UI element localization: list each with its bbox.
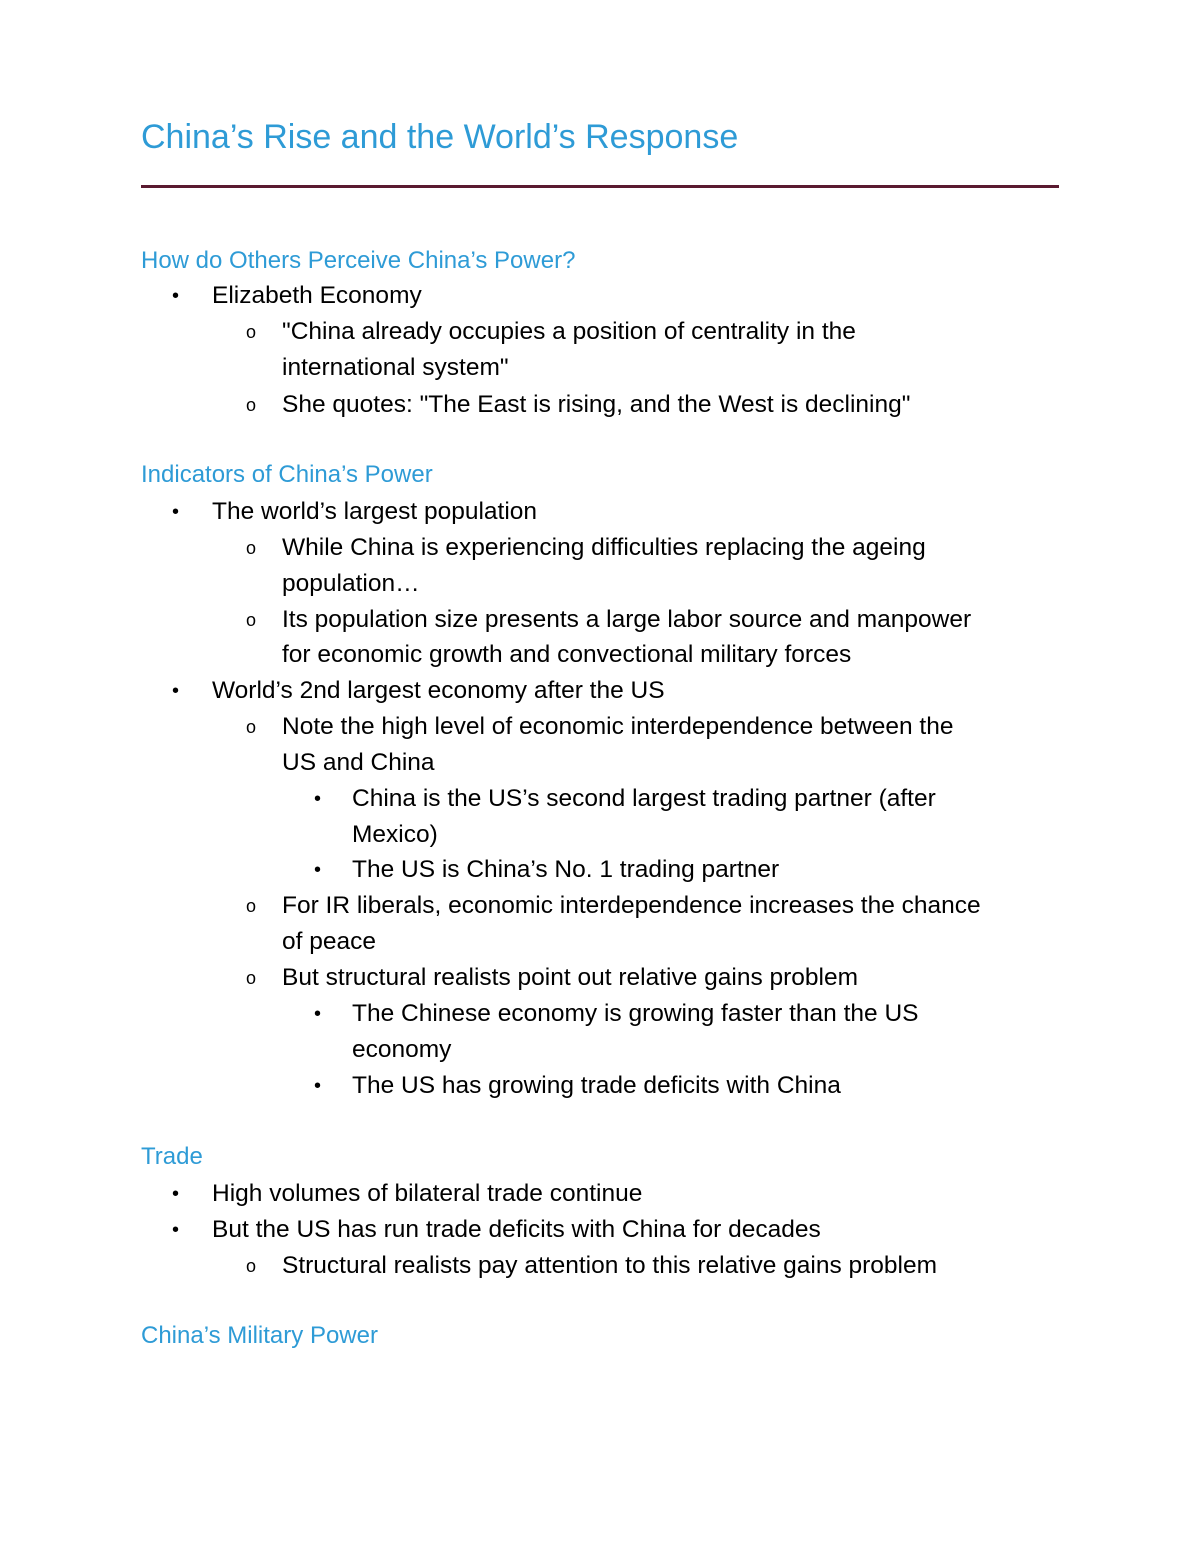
list-item-continuation: US and China (282, 749, 435, 776)
list-item: Elizabeth Economy (212, 282, 422, 309)
list-item-continuation: international system" (282, 354, 509, 381)
list-item: But the US has run trade deficits with China for decades (212, 1216, 821, 1243)
list-item: The world’s largest population (212, 498, 538, 525)
circle-marker: o (246, 538, 257, 558)
bullet-marker: • (314, 1003, 322, 1025)
list-item: "China already occupies a position of centrality in the (282, 318, 856, 345)
circle-marker: o (246, 322, 257, 342)
list-item: Its population size presents a large labor source and manpower (282, 606, 972, 633)
list-item-continuation: Mexico) (352, 821, 438, 848)
list-item: World’s 2nd largest economy after the US (212, 677, 665, 704)
circle-marker: o (246, 968, 257, 988)
section-heading-trade: Trade (141, 1143, 203, 1170)
circle-marker: o (246, 896, 257, 916)
bullet-marker: • (172, 1219, 180, 1241)
list-item: While China is experiencing difficulties replacing the ageing (282, 534, 926, 561)
list-item: Structural realists pay attention to this relative gains problem (282, 1252, 938, 1279)
circle-marker: o (246, 717, 257, 737)
list-item: China is the US’s second largest trading partner (after (352, 785, 936, 812)
bullet-marker: • (172, 501, 180, 523)
page-title: China’s Rise and the World’s Response (141, 118, 739, 156)
list-item-continuation: for economic growth and convectional military forces (282, 641, 852, 668)
bullet-marker: • (172, 680, 180, 702)
list-item: But structural realists point out relative gains problem (282, 964, 859, 991)
bullet-marker: • (314, 859, 322, 881)
list-item-continuation: population… (282, 570, 420, 597)
circle-marker: o (246, 610, 257, 630)
section-heading-military: China’s Military Power (141, 1322, 378, 1349)
list-item: The US has growing trade deficits with China (352, 1072, 841, 1099)
list-item: The Chinese economy is growing faster than the US (352, 1000, 919, 1027)
circle-marker: o (246, 1256, 257, 1276)
list-item: High volumes of bilateral trade continue (212, 1180, 643, 1207)
section-heading-perceive: How do Others Perceive China’s Power? (141, 247, 576, 274)
list-item-continuation: of peace (282, 928, 376, 955)
section-heading-indicators: Indicators of China’s Power (141, 461, 433, 488)
bullet-marker: • (314, 1075, 322, 1097)
bullet-marker: • (314, 788, 322, 810)
bullet-marker: • (172, 1183, 180, 1205)
circle-marker: o (246, 395, 257, 415)
list-item: She quotes: "The East is rising, and the West is declining" (282, 391, 911, 418)
title-divider (141, 185, 1059, 188)
bullet-marker: • (172, 285, 180, 307)
list-item: Note the high level of economic interdependence between the (282, 713, 954, 740)
list-item-continuation: economy (352, 1036, 452, 1063)
list-item: The US is China’s No. 1 trading partner (352, 856, 780, 883)
list-item: For IR liberals, economic interdependence increases the chance (282, 892, 981, 919)
